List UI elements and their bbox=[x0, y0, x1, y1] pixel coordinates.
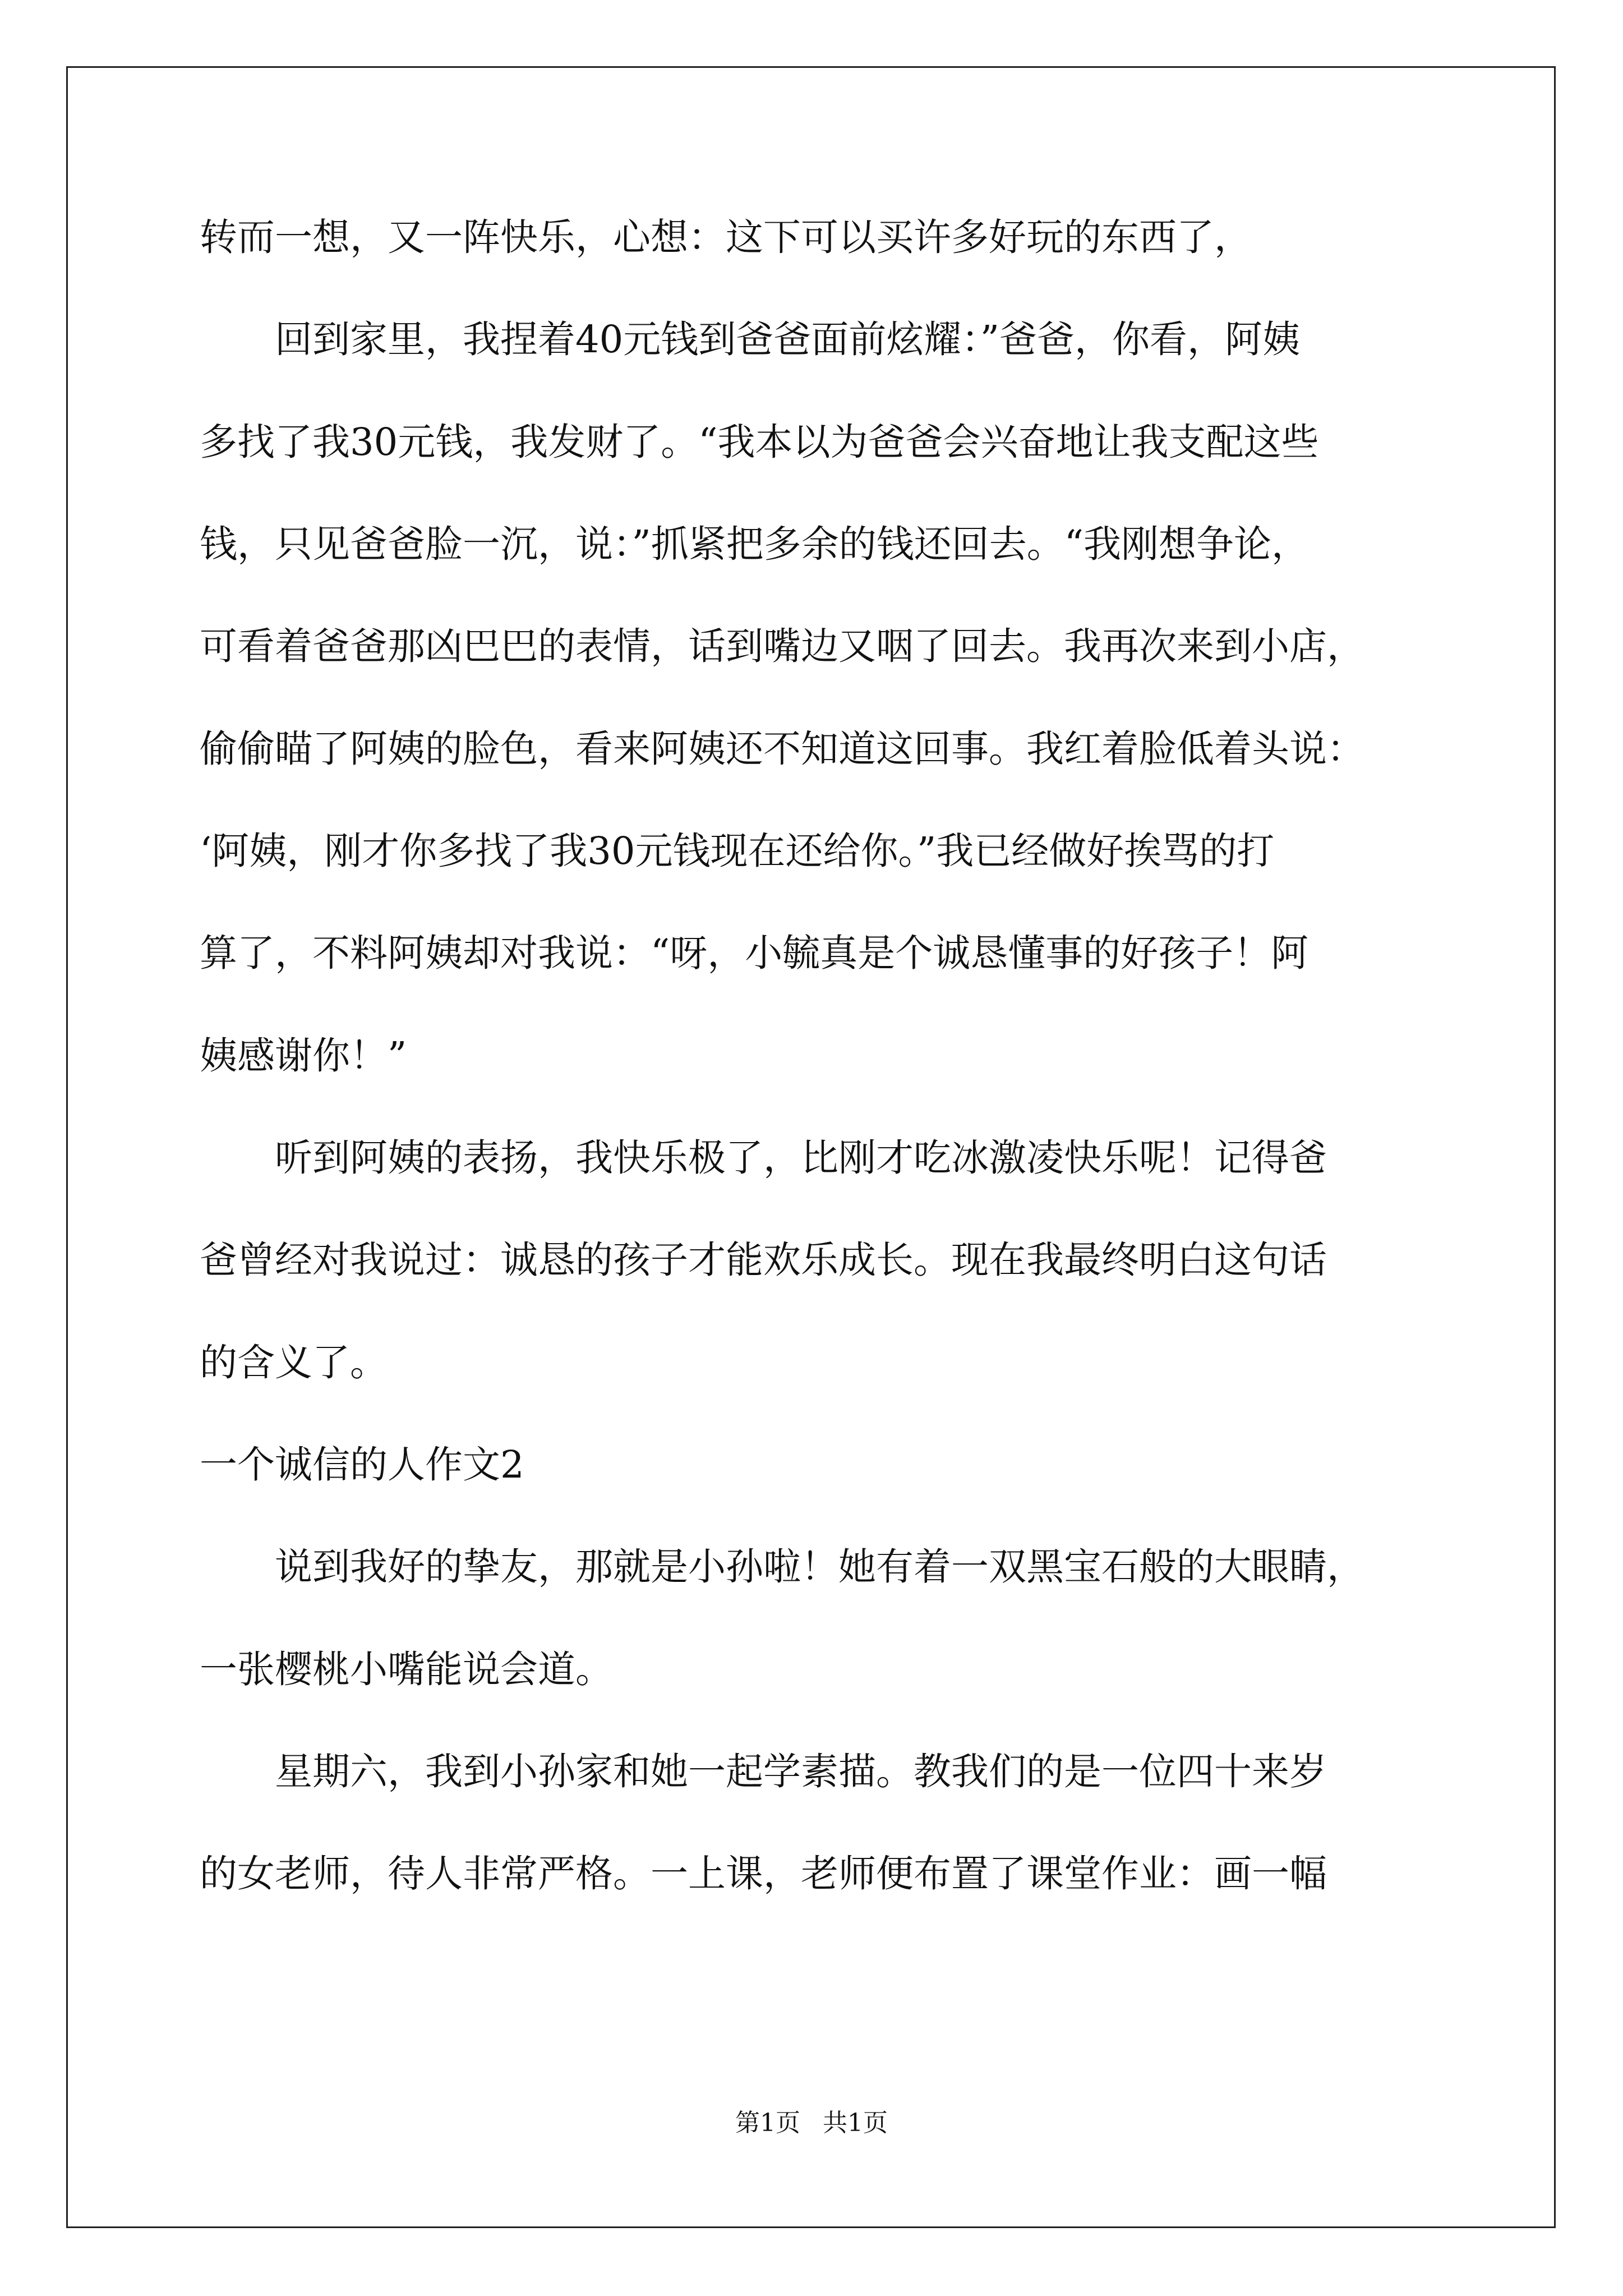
text-line-9: 姨感谢你！” bbox=[200, 1034, 407, 1078]
page-number: 第1页 bbox=[735, 2109, 800, 2137]
text-line-12: 的含义了。 bbox=[200, 1341, 388, 1384]
text-line-3: 多找了我30元钱，我发财了。“我本以为爸爸会兴奋地让我支配这些 bbox=[200, 420, 1319, 464]
text-line-8: 算了，不料阿姨却对我说：“呀，小毓真是个诚恳懂事的好孩子！阿 bbox=[200, 931, 1309, 975]
text-line-17: 的女老师，待人非常严格。一上课，老师便布置了课堂作业：画一幅 bbox=[200, 1852, 1327, 1895]
text-line-14: 说到我好的挚友，那就是小孙啦！她有着一双黑宝石般的大眼睛， bbox=[200, 1545, 1364, 1589]
text-line-15: 一张樱桃小嘴能说会道。 bbox=[200, 1648, 613, 1691]
text-line-1: 转而一想，又一阵快乐，心想：这下可以买许多好玩的东西了， bbox=[200, 215, 1252, 259]
page-total: 共1页 bbox=[823, 2109, 888, 2137]
text-line-10: 听到阿姨的表扬，我快乐极了，比刚才吃冰激凌快乐呢！记得爸 bbox=[200, 1136, 1327, 1180]
page-footer bbox=[0, 2106, 1623, 2140]
text-line-7: ‘阿姨，刚才你多找了我30元钱现在还给你。”我已经做好挨骂的打 bbox=[200, 829, 1275, 873]
text-line-4: 钱，只见爸爸脸一沉，说：”抓紧把多余的钱还回去。“我刚想争论， bbox=[200, 522, 1310, 566]
text-line-11: 爸曾经对我说过：诚恳的孩子才能欢乐成长。现在我最终明白这句话 bbox=[200, 1238, 1327, 1282]
text-line-16: 星期六，我到小孙家和她一起学素描。教我们的是一位四十来岁 bbox=[200, 1750, 1327, 1793]
text-line-2: 回到家里，我捏着40元钱到爸爸面前炫耀：”爸爸，你看，阿姨 bbox=[200, 318, 1301, 361]
text-line-6: 偷偷瞄了阿姨的脸色，看来阿姨还不知道这回事。我红着脸低着头说： bbox=[200, 727, 1364, 771]
text-line-5: 可看着爸爸那凶巴巴的表情，话到嘴边又咽了回去。我再次来到小店， bbox=[200, 624, 1364, 668]
section-heading: 一个诚信的人作文2 bbox=[200, 1443, 524, 1487]
